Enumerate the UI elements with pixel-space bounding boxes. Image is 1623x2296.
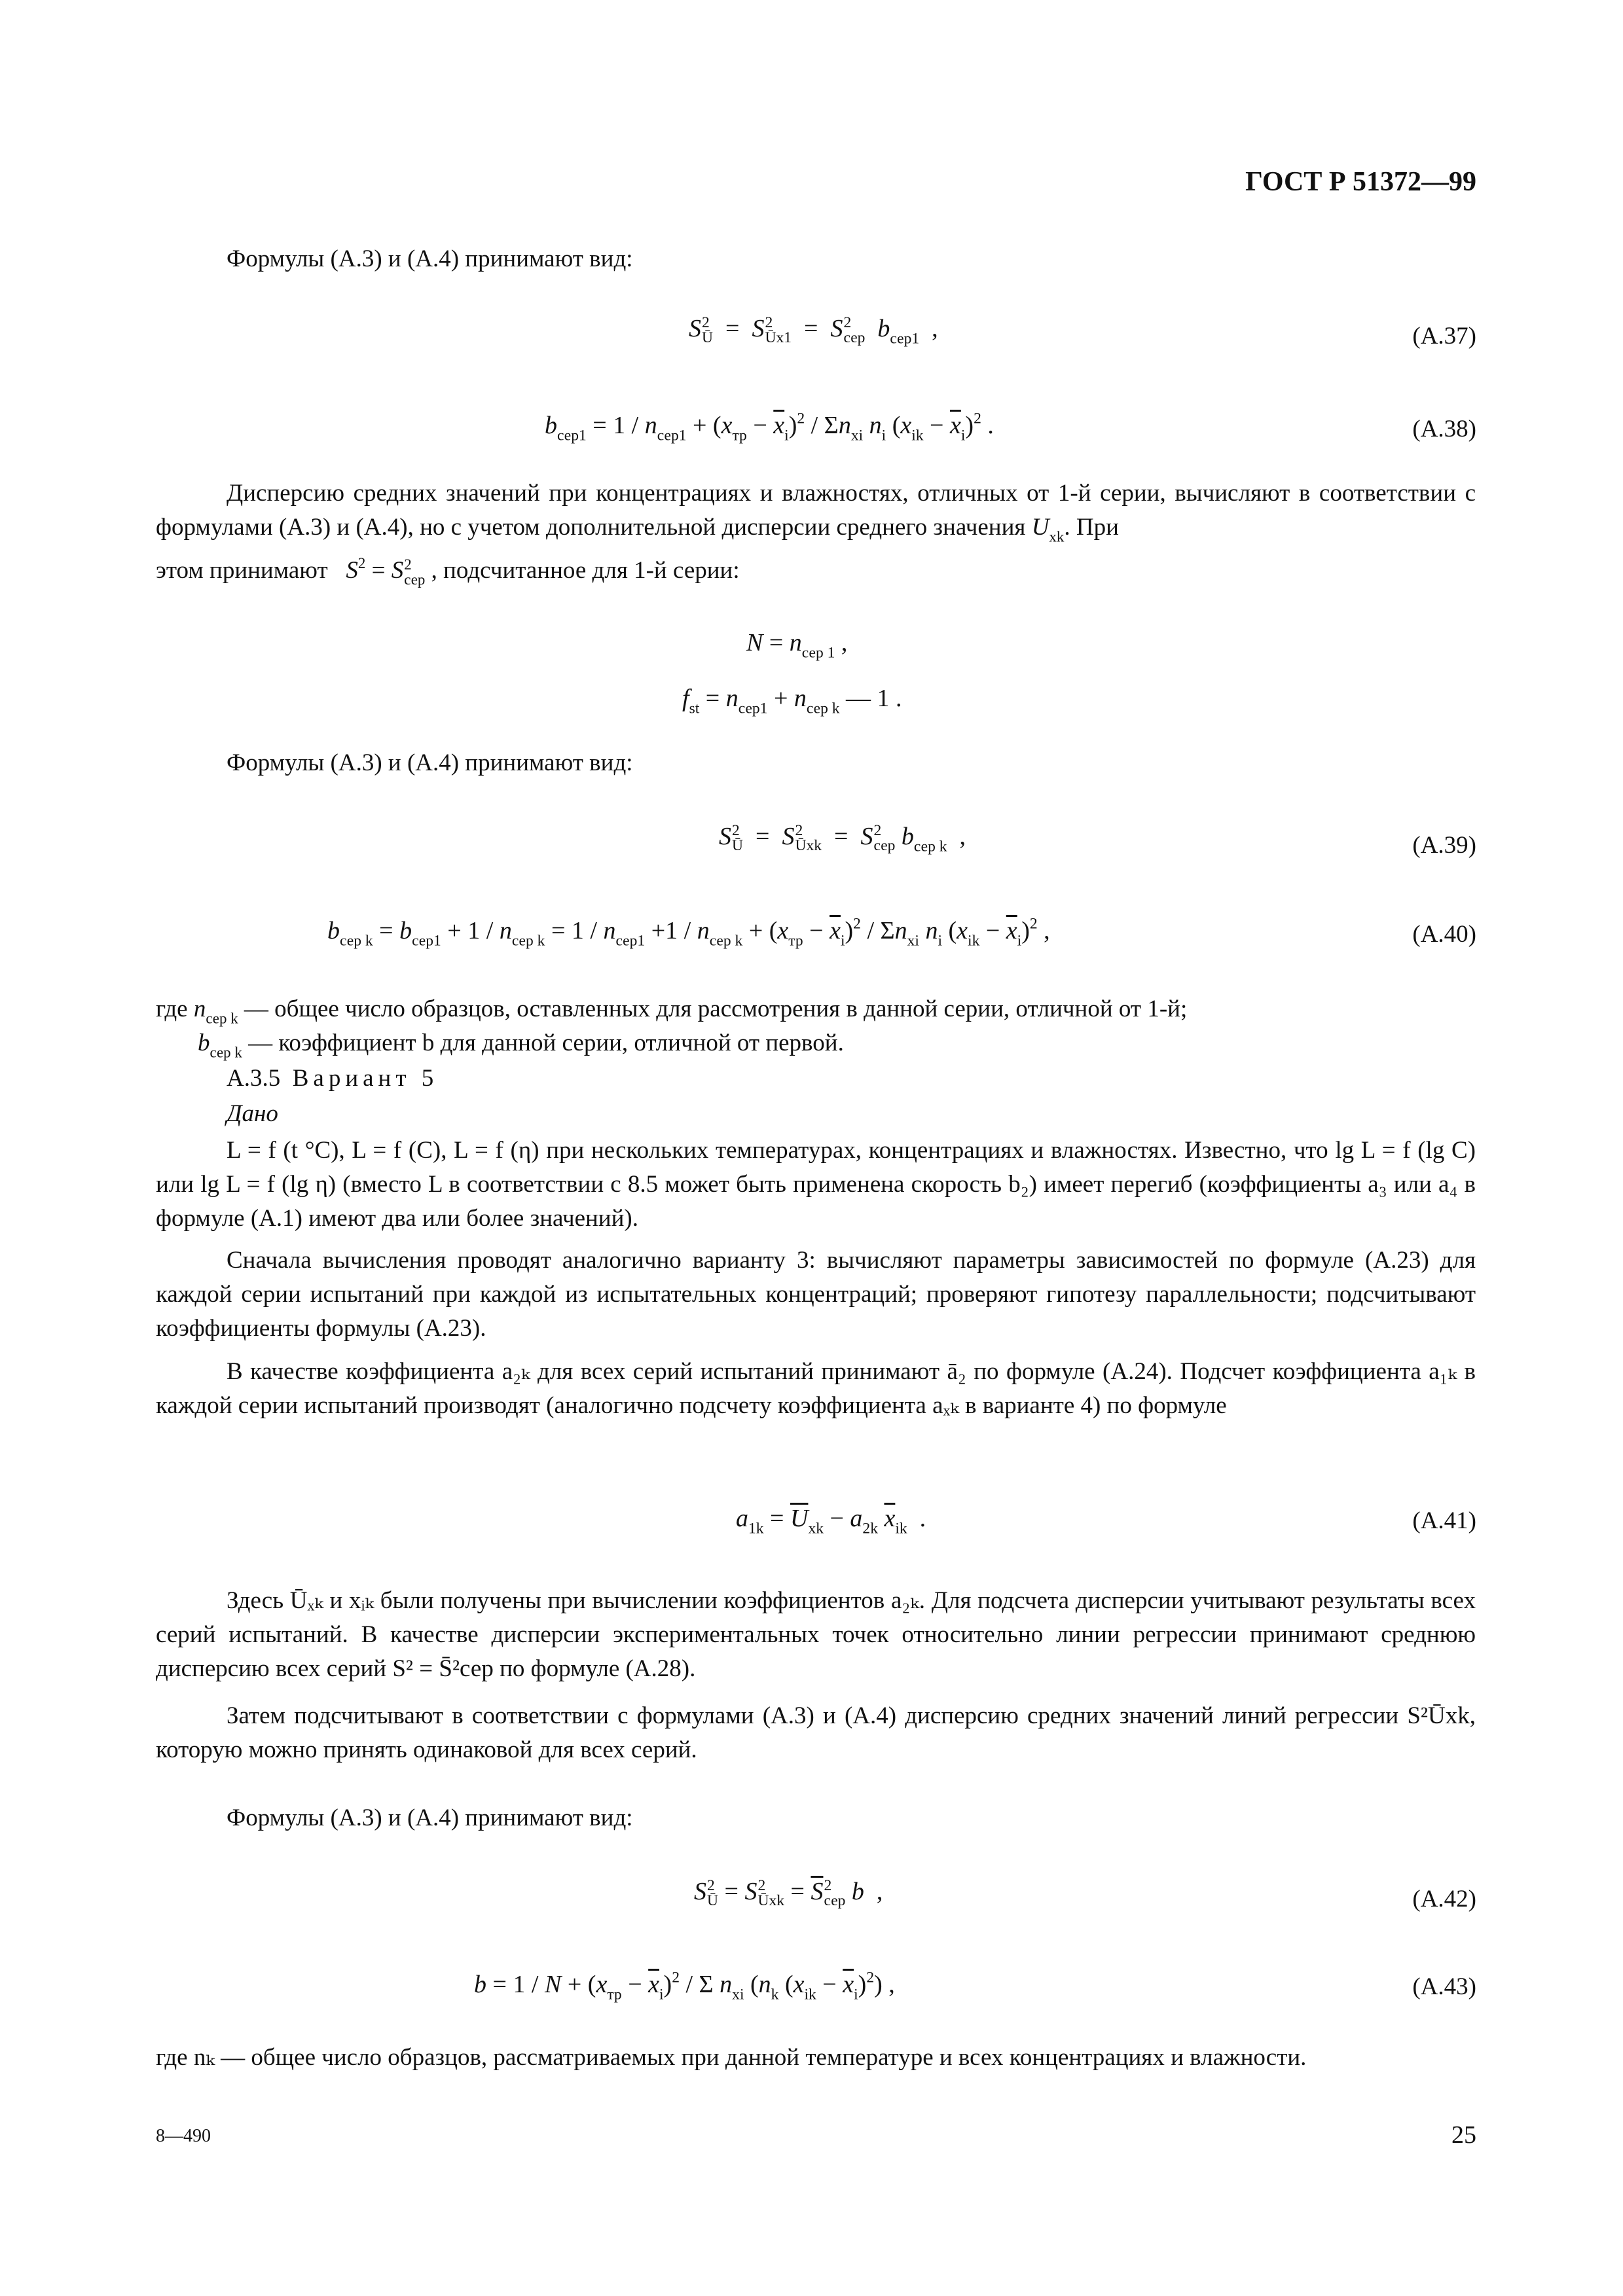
equation-a38: $b_{сер1} = 1 / n_{сер1} + (x_{тр} - \overline{x}_i)^2 / \Sigma n_{xi}$ $n_i$ $(x_{ik} - \overline{x}_i)^2$ . (545, 410, 994, 444)
equation-a40: $b_{сер k} = b_{сер1} + 1 / n_{сер k} = 1 / n_{сер1} +1 / n_{сер k} + (x_{тр} - \overline{x}_i)^2 / \Sigma n_{xi}$ $n_i$ $(x_{ik} - \overline{x}_i)^2$ , (327, 915, 1050, 950)
equation-number-a39: (А.39) (1412, 832, 1476, 859)
paragraph-dispersion (156, 476, 1476, 545)
paragraph-dispersion-tail: . При (1064, 514, 1119, 541)
equation-number-a43: (А.43) (1412, 1973, 1476, 2000)
section-title: Вариант 5 (292, 1065, 439, 1092)
where-b-ser-k: $b_{сер k}$ — коэффициент b для данной серии, отличной от первой. (198, 1030, 844, 1061)
paragraph-coefficients: В качестве коэффициента a₂ₖ для всех серий испытаний принимают ā₂ по формуле (А.24). Подсчет коэффициента a₁ₖ в каждой серии испытаний производят (аналогично подсчету коэффициента aₓₖ в варианте 4) по формуле (156, 1358, 1476, 1419)
equation-number-a42: (А.42) (1412, 1886, 1476, 1912)
var-u: U (1031, 514, 1049, 541)
paragraph-dispersion-line3: этом принимают $S^2 = S$ 2 сер , подсчитанное для 1-й серии: (156, 555, 740, 588)
equation-a37: S 2 Ū = S 2 Ūx1 = S 2 сер $b_{сер1}$ , (689, 314, 938, 348)
paragraph-dispersion-text: Дисперсию средних значений при концентрациях и влажностях, отличных от 1-й серии, вычисляют в соответствии с формулами (А.3) и (А.4), но с учетом дополнительной дисперсии среднего значения (156, 480, 1476, 541)
paragraph-formulas-intro-3: Формулы (А.3) и (А.4) принимают вид: (227, 1804, 633, 1831)
where-n-ser-k-text: — общее число образцов, оставленных для рассмотрения в данной серии, отличной от 1-й; (244, 996, 1188, 1022)
paragraph-formulas-intro-2: Формулы (А.3) и (А.4) принимают вид: (227, 749, 633, 776)
paragraph-given-conditions: L = f (t °C), L = f (C), L = f (η) при нескольких температурах, концентрациях и влажностях. Известно, что lg L = f (lg C) или lg L = f (lg η) (вместо L в соответствии с 8.5 может быть применена скорость b₂) имеет перегиб (коэффициенты a₃ или a₄ в формуле (А.1) имеют два или более значений). (156, 1137, 1476, 1232)
where-b-ser-k-text: — коэффициент b для данной серии, отличной от первой. (248, 1030, 844, 1056)
var-u-sub: xk (1049, 528, 1065, 545)
paragraph-formulas-intro-1: Формулы (А.3) и (А.4) принимают вид: (227, 245, 633, 272)
equation-a43: $b = 1 / N + (x_{тр} - \overline{x}_i)^2 / \Sigma$ $n_{xi}$ ($n_k$ $(x_{ik} - \overline{x}_i)^2$) , (474, 1969, 895, 2003)
equation-number-a41: (А.41) (1412, 1507, 1476, 1534)
equation-a42: S 2 Ū = S 2 Ūxk = $\overline{S}$ 2 сер b , (694, 1876, 883, 1910)
section-heading (227, 1064, 438, 1092)
standard-header: ГОСТ Р 51372—99 (1245, 167, 1476, 197)
equation-fst: $f_{st} = n_{сер1} + n_{сер k}$ — 1 . (682, 685, 902, 717)
equation-a39: S 2 Ū = S 2 Ūxk = S 2 сер $b_{сер k}$ , (719, 821, 966, 855)
equation-number-a40: (А.40) (1412, 921, 1476, 948)
section-number: А.3.5 (227, 1065, 281, 1092)
paragraph-calculation-steps: Сначала вычисления проводят аналогично варианту 3: вычисляют параметры зависимостей по формуле (А.23) для каждой серии испытаний при каждой из испытательных концентраций; проверяют гипотезу параллельности; подсчитывают коэффициенты формулы (А.23). (156, 1247, 1476, 1342)
where-n-ser-k: где $n_{сер k}$ — общее число образцов, оставленных для рассмотрения в данной серии, отличной от 1-й; (156, 996, 1188, 1027)
given-label: Дано (227, 1100, 278, 1127)
paragraph-nk-definition: где nₖ — общее число образцов, рассматриваемых при данной температуре и всех концентрациях и влажности. (156, 2044, 1307, 2071)
equation-n: $N = n_{сер 1}$ , (746, 629, 848, 662)
paragraph-regression-variance: Затем подсчитывают в соответствии с формулами (А.3) и (А.4) дисперсию средних значений линий регрессии S²Ūxk, которую можно принять одинаковой для всех серий. (156, 1702, 1476, 1763)
page-number: 25 (1451, 2121, 1476, 2149)
text-calculated: , подсчитанное для 1-й серии: (431, 557, 740, 584)
equation-number-a37: (А.37) (1412, 323, 1476, 350)
equation-a41: $a_{1k} = \overline{U}_{xk} - a_{2k}$ $\overline{x}_{ik}$ . (736, 1505, 926, 1537)
paragraph-variance-note: Здесь Ūₓₖ и xᵢₖ были получены при вычислении коэффициентов a₂ₖ. Для подсчета дисперсии учитывают результаты всех серий испытаний. В качестве дисперсии экспериментальных точек относительно линии регрессии принимают среднюю дисперсию всех серий S² = S̄²сер по формуле (А.28). (156, 1587, 1476, 1682)
equation-number-a38: (А.38) (1412, 416, 1476, 442)
text-accept: этом принимают (156, 557, 328, 584)
footer-code: 8—490 (156, 2126, 211, 2146)
